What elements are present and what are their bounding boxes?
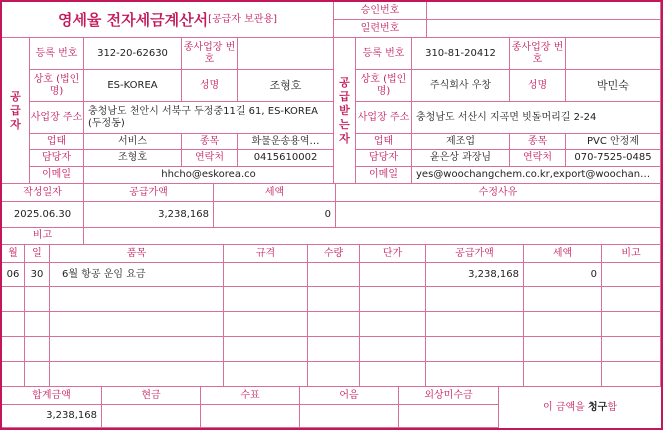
claim-suffix: 함 bbox=[607, 401, 617, 413]
col-supply: 공급가액 bbox=[426, 245, 524, 263]
supplier-biz-value: 서비스 bbox=[84, 134, 182, 150]
buyer-email-label: 이메일 bbox=[356, 167, 412, 184]
item-cell-tax bbox=[524, 312, 602, 337]
supplier-ceo-value: 조형호 bbox=[238, 70, 334, 102]
item-cell-note bbox=[602, 287, 661, 312]
item-cell-day bbox=[25, 312, 50, 337]
item-cell-spec bbox=[224, 312, 308, 337]
item-cell-month bbox=[2, 287, 25, 312]
total-label: 합계금액 bbox=[2, 387, 102, 405]
item-cell-spec bbox=[224, 337, 308, 362]
claim-word: 청구 bbox=[588, 401, 608, 413]
date-value: 2025.06.30 bbox=[2, 202, 84, 228]
supplier-branch-label: 종사업장 번호 bbox=[182, 38, 238, 70]
buyer-manager-value: 윤은상 과장님 bbox=[412, 150, 510, 167]
col-spec: 규격 bbox=[224, 245, 308, 263]
note-label: 비고 bbox=[2, 228, 84, 245]
item-cell-qty bbox=[308, 362, 360, 387]
supplier-email-label: 이메일 bbox=[30, 167, 84, 184]
approval-value bbox=[427, 2, 661, 20]
item-cell-note bbox=[602, 263, 661, 287]
promissory-value bbox=[300, 405, 399, 428]
cash-label: 현금 bbox=[102, 387, 201, 405]
reason-value bbox=[336, 202, 661, 228]
approval-label: 승인번호 bbox=[334, 2, 427, 20]
item-cell-note bbox=[602, 362, 661, 387]
col-name: 품목 bbox=[50, 245, 224, 263]
invoice-title: 영세율 전자세금계산서 bbox=[57, 10, 209, 29]
item-cell-spec bbox=[224, 362, 308, 387]
item-cell-day bbox=[25, 287, 50, 312]
tax-label: 세액 bbox=[214, 184, 336, 202]
buyer-addr-value: 충청남도 서산시 지곡면 빗돌머리길 2-24 bbox=[412, 102, 661, 134]
item-cell-name bbox=[50, 312, 224, 337]
item-cell-supply bbox=[426, 312, 524, 337]
supply-label: 공급가액 bbox=[84, 184, 214, 202]
supplier-reg-label: 등록 번호 bbox=[30, 38, 84, 70]
serial-value bbox=[427, 20, 661, 38]
invoice-subtitle: [공급자 보관용] bbox=[208, 13, 278, 25]
cash-value bbox=[102, 405, 201, 428]
tax-value: 0 bbox=[214, 202, 336, 228]
buyer-side-label: 공 급 받 는 자 bbox=[334, 38, 356, 184]
serial-label: 일련번호 bbox=[334, 20, 427, 38]
supplier-ceo-label: 성명 bbox=[182, 70, 238, 102]
item-cell-day: 30 bbox=[25, 263, 50, 287]
buyer-contact-value: 070-7525-0485 bbox=[566, 150, 661, 167]
col-day: 일 bbox=[25, 245, 50, 263]
supplier-manager-value: 조형호 bbox=[84, 150, 182, 167]
item-cell-supply bbox=[426, 337, 524, 362]
buyer-reg-value: 310-81-20412 bbox=[412, 38, 510, 70]
item-cell-price bbox=[360, 287, 426, 312]
buyer-branch-label: 종사업장 번호 bbox=[510, 38, 566, 70]
item-cell-month bbox=[2, 312, 25, 337]
item-cell-name bbox=[50, 287, 224, 312]
item-cell-day bbox=[25, 362, 50, 387]
item-cell-spec bbox=[224, 263, 308, 287]
item-cell-tax bbox=[524, 287, 602, 312]
item-cell-tax bbox=[524, 337, 602, 362]
item-cell-qty bbox=[308, 287, 360, 312]
item-cell-price bbox=[360, 312, 426, 337]
item-cell-note bbox=[602, 312, 661, 337]
supplier-addr-label: 사업장 주소 bbox=[30, 102, 84, 134]
item-cell-price bbox=[360, 337, 426, 362]
supplier-reg-value: 312-20-62630 bbox=[84, 38, 182, 70]
item-cell-spec bbox=[224, 287, 308, 312]
buyer-biz-label: 업태 bbox=[356, 134, 412, 150]
credit-label: 외상미수금 bbox=[399, 387, 499, 405]
item-cell-tax bbox=[524, 362, 602, 387]
check-value bbox=[201, 405, 300, 428]
supplier-addr-value: 충청남도 천안시 서북구 두정중11길 61, ES-KOREA (두정동) bbox=[84, 102, 334, 134]
supplier-branch-value bbox=[238, 38, 334, 70]
item-cell-qty bbox=[308, 312, 360, 337]
supplier-manager-label: 담당자 bbox=[30, 150, 84, 167]
buyer-addr-label: 사업장 주소 bbox=[356, 102, 412, 134]
buyer-biz-value: 제조업 bbox=[412, 134, 510, 150]
supplier-name-value: ES-KOREA bbox=[84, 70, 182, 102]
buyer-ceo-label: 성명 bbox=[510, 70, 566, 102]
supplier-name-label: 상호 (법인명) bbox=[30, 70, 84, 102]
col-note: 비고 bbox=[602, 245, 661, 263]
date-label: 작성일자 bbox=[2, 184, 84, 202]
buyer-name-label: 상호 (법인명) bbox=[356, 70, 412, 102]
item-cell-month: 06 bbox=[2, 263, 25, 287]
item-cell-name: 6월 항공 운임 요금 bbox=[50, 263, 224, 287]
total-value: 3,238,168 bbox=[2, 405, 102, 428]
item-cell-note bbox=[602, 337, 661, 362]
col-price: 단가 bbox=[360, 245, 426, 263]
item-cell-qty bbox=[308, 337, 360, 362]
item-cell-supply: 3,238,168 bbox=[426, 263, 524, 287]
item-cell-price bbox=[360, 362, 426, 387]
supplier-biz-label: 업태 bbox=[30, 134, 84, 150]
supplier-side-label: 공 급 자 bbox=[2, 38, 30, 184]
credit-value bbox=[399, 405, 499, 428]
supplier-contact-label: 연락처 bbox=[182, 150, 238, 167]
buyer-manager-label: 담당자 bbox=[356, 150, 412, 167]
supplier-contact-value: 0415610002 bbox=[238, 150, 334, 167]
buyer-item-label: 종목 bbox=[510, 134, 566, 150]
item-cell-month bbox=[2, 337, 25, 362]
reason-label: 수정사유 bbox=[336, 184, 661, 202]
check-label: 수표 bbox=[201, 387, 300, 405]
buyer-ceo-value: 박민숙 bbox=[566, 70, 661, 102]
item-cell-day bbox=[25, 337, 50, 362]
claim-prefix: 이 금액을 bbox=[542, 401, 585, 413]
invoice-title-cell bbox=[2, 2, 334, 38]
supply-value: 3,238,168 bbox=[84, 202, 214, 228]
item-cell-tax: 0 bbox=[524, 263, 602, 287]
item-cell-supply bbox=[426, 287, 524, 312]
item-cell-name bbox=[50, 362, 224, 387]
buyer-email-value: yes@woochangchem.co.kr,export@woochan… bbox=[412, 167, 661, 184]
item-cell-qty bbox=[308, 263, 360, 287]
buyer-branch-value bbox=[566, 38, 661, 70]
promissory-label: 어음 bbox=[300, 387, 399, 405]
supplier-item-value: 화물운송용역… bbox=[238, 134, 334, 150]
claim-statement bbox=[499, 387, 661, 428]
col-tax: 세액 bbox=[524, 245, 602, 263]
supplier-email-value: hhcho@eskorea.co bbox=[84, 167, 334, 184]
buyer-contact-label: 연락처 bbox=[510, 150, 566, 167]
item-cell-month bbox=[2, 362, 25, 387]
item-cell-name bbox=[50, 337, 224, 362]
buyer-item-value: PVC 안정제 bbox=[566, 134, 661, 150]
col-month: 월 bbox=[2, 245, 25, 263]
supplier-item-label: 종목 bbox=[182, 134, 238, 150]
item-cell-supply bbox=[426, 362, 524, 387]
buyer-reg-label: 등록 번호 bbox=[356, 38, 412, 70]
note-value bbox=[84, 228, 661, 245]
buyer-name-value: 주식회사 우창 bbox=[412, 70, 510, 102]
item-cell-price bbox=[360, 263, 426, 287]
col-qty: 수량 bbox=[308, 245, 360, 263]
